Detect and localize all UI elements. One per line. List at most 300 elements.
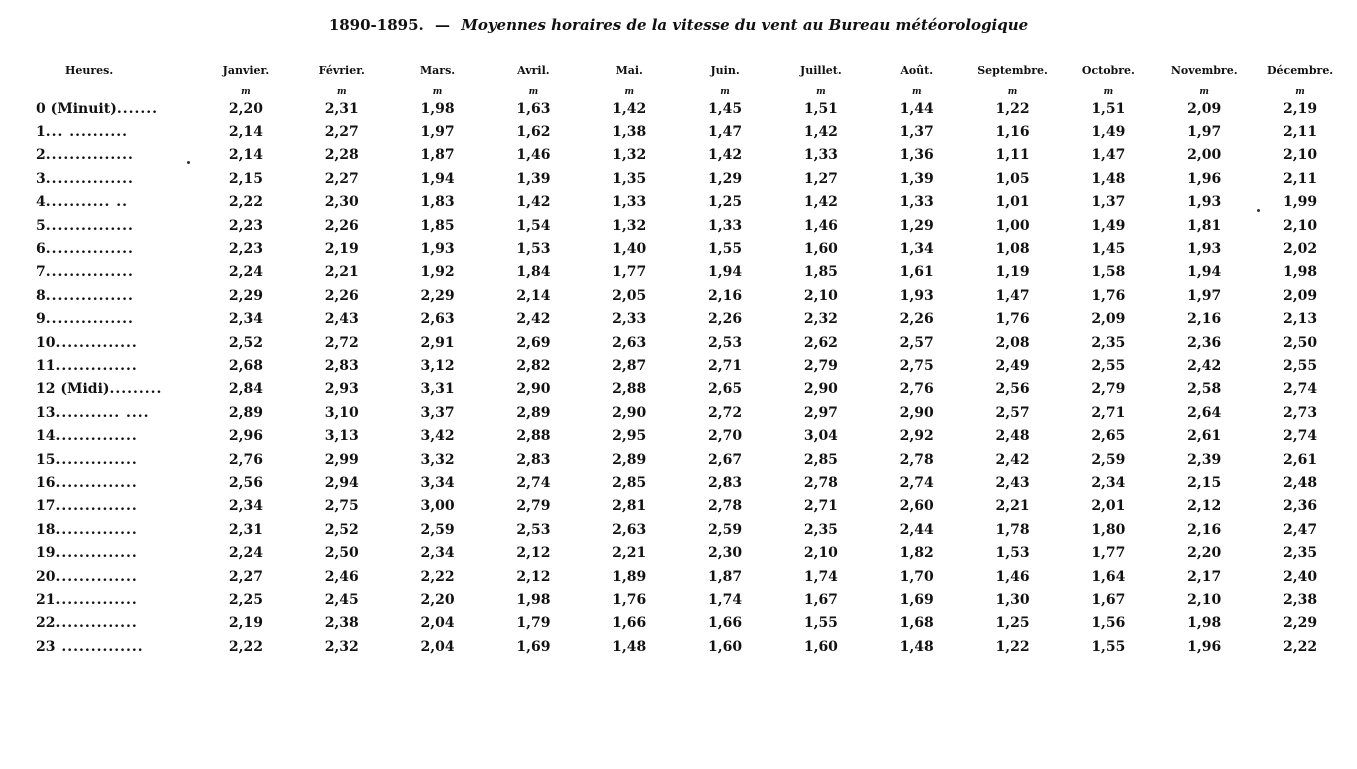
value-cell: 2,76 [899,381,934,398]
hour-cell [36,167,198,190]
unit-label: m [336,87,347,97]
value-cell: 2,34 [420,545,455,562]
value-cell: 2,40 [1283,568,1318,585]
leader-dots: .............. [55,568,138,585]
hour-cell [36,191,198,214]
unit-label: m [911,87,922,97]
value-cell: 2,88 [612,381,647,398]
hour-cell [36,541,198,564]
value-cell: 1,67 [1091,591,1126,608]
value-cell: 2,34 [228,498,263,515]
value-cell: 2,10 [803,545,838,562]
value-cell: 2,45 [324,591,359,608]
value-cell: 2,52 [324,521,359,538]
value-cell: 2,71 [708,357,743,374]
value-cell: 2,90 [899,404,934,421]
hour-label: 18 [36,521,56,538]
value-cell: 1,74 [708,591,743,608]
hour-label: 1 [36,124,46,141]
value-cell: 2,50 [324,545,359,562]
value-cell: 1,39 [516,170,551,187]
hour-label: 20 [36,568,56,585]
value-cell: 1,94 [420,170,455,187]
value-cell: 2,22 [228,638,263,655]
value-cell: 2,49 [995,357,1030,374]
value-cell: 1,08 [995,241,1030,258]
leader-dots: ............... [45,241,134,258]
value-cell: 3,31 [420,381,455,398]
table-row [36,448,1348,471]
value-cell: 1,96 [1187,170,1222,187]
value-cell: 2,59 [708,521,743,538]
value-cell: 2,17 [1187,568,1222,585]
value-cell: 1,42 [803,124,838,141]
value-cell: 2,35 [1091,334,1126,351]
value-cell: 1,32 [612,217,647,234]
leader-dots: ......... [109,381,163,398]
value-cell: 2,31 [228,521,263,538]
value-cell: 1,34 [899,241,934,258]
value-cell: 2,79 [1091,381,1126,398]
hour-label: 13 [36,404,56,421]
value-cell: 3,32 [420,451,455,468]
value-cell: 2,57 [899,334,934,351]
column-header-month: Avril. [517,64,550,77]
table-row [36,401,1348,424]
stray-mark [187,161,190,164]
hour-cell [36,565,198,588]
leader-dots: .............. [55,451,138,468]
value-cell: 1,99 [1283,194,1318,211]
value-cell: 2,43 [995,474,1030,491]
value-cell: 2,30 [708,545,743,562]
value-cell: 1,49 [1091,217,1126,234]
value-cell: 2,30 [324,194,359,211]
value-cell: 1,25 [995,615,1030,632]
hour-cell [36,308,198,331]
hour-label: 3 [36,170,46,187]
table-row [36,284,1348,307]
value-cell: 1,45 [1091,241,1126,258]
value-cell: 1,66 [708,615,743,632]
stray-mark [1257,209,1260,212]
hour-cell [36,424,198,447]
value-cell: 2,20 [228,100,263,117]
value-cell: 2,81 [612,498,647,515]
value-cell: 1,48 [1091,170,1126,187]
hour-label: 0 (Minuit) [36,100,117,117]
value-cell: 2,56 [228,474,263,491]
value-cell: 2,65 [1091,428,1126,445]
unit-label: m [720,87,730,97]
value-cell: 2,29 [228,287,263,304]
table-row [36,214,1348,237]
value-cell: 1,44 [899,100,934,117]
leader-dots: ............... [45,287,134,304]
value-cell: 1,42 [708,147,743,164]
table-title [0,16,1357,34]
hour-label: 16 [36,474,56,491]
hour-cell [36,237,198,260]
value-cell: 2,38 [324,615,359,632]
value-cell: 2,29 [1283,615,1318,632]
value-cell: 2,46 [324,568,359,585]
value-cell: 1,94 [1187,264,1222,281]
table-body [36,88,1348,658]
value-cell: 2,23 [228,241,263,258]
column-header-month: Novembre. [1170,64,1238,77]
value-cell: 1,67 [803,591,838,608]
value-cell: 1,33 [612,194,647,211]
unit-label: m [528,87,539,97]
value-cell: 2,35 [1283,545,1318,562]
value-cell: 2,21 [612,545,647,562]
hour-cell [36,331,198,354]
hour-label: 23 [36,638,56,655]
value-cell: 1,19 [995,264,1030,281]
value-cell: 1,49 [1091,124,1126,141]
leader-dots: .............. [55,428,138,445]
value-cell: 3,00 [420,498,455,515]
value-cell: 1,55 [708,241,743,258]
hour-cell [36,284,198,307]
value-cell: 2,08 [995,334,1030,351]
unit-row [36,88,1348,97]
value-cell: 2,10 [1283,217,1318,234]
value-cell: 2,01 [1091,498,1126,515]
value-cell: 2,19 [1283,100,1318,117]
value-cell: 2,11 [1283,170,1318,187]
header-row [36,64,1348,88]
value-cell: 2,34 [1091,474,1126,491]
leader-dots: .............. [55,474,138,491]
hour-cell [36,120,198,143]
value-cell: 1,70 [899,568,934,585]
value-cell: 2,34 [228,311,263,328]
hour-label: 17 [36,498,56,515]
value-cell: 1,05 [995,170,1030,187]
value-cell: 1,47 [995,287,1030,304]
value-cell: 2,93 [324,381,359,398]
table-row [36,97,1348,120]
value-cell: 2,60 [899,498,934,515]
hour-label: 10 [36,334,56,351]
value-cell: 1,29 [708,170,743,187]
value-cell: 1,36 [899,147,934,164]
value-cell: 2,23 [228,217,263,234]
column-header-month: Octobre. [1081,64,1135,77]
leader-dots: ............... [45,170,134,187]
value-cell: 2,87 [612,357,647,374]
value-cell: 2,63 [612,521,647,538]
table-row [36,565,1348,588]
value-cell: 1,96 [1187,638,1222,655]
value-cell: 2,39 [1187,451,1222,468]
value-cell: 2,21 [324,264,359,281]
unit-label: m [1103,87,1114,97]
value-cell: 2,43 [324,311,359,328]
hour-cell [36,635,198,658]
value-cell: 2,05 [612,287,647,304]
value-cell: 2,27 [324,170,359,187]
value-cell: 2,72 [708,404,743,421]
value-cell: 1,47 [1091,147,1126,164]
hour-cell [36,401,198,424]
value-cell: 2,90 [803,381,838,398]
value-cell: 2,33 [612,311,647,328]
value-cell: 3,34 [420,474,455,491]
hour-cell [36,448,198,471]
value-cell: 2,16 [1187,311,1222,328]
value-cell: 2,28 [324,147,359,164]
value-cell: 2,12 [516,568,551,585]
hour-label: 19 [36,545,56,562]
value-cell: 1,93 [899,287,934,304]
column-header-month: Février. [318,64,365,77]
value-cell: 1,64 [1091,568,1126,585]
column-header-month: Septembre. [977,64,1048,77]
value-cell: 3,04 [803,428,838,445]
value-cell: 2,84 [228,381,263,398]
value-cell: 2,15 [1187,474,1222,491]
value-cell: 1,87 [420,147,455,164]
value-cell: 2,16 [708,287,743,304]
value-cell: 2,99 [324,451,359,468]
value-cell: 1,98 [1283,264,1318,281]
unit-label: m [1007,87,1018,97]
column-header-hour: Heures. [65,64,114,77]
table-row [36,378,1348,401]
value-cell: 1,60 [803,638,838,655]
value-cell: 1,35 [612,170,647,187]
value-cell: 2,11 [1283,124,1318,141]
value-cell: 2,19 [228,615,263,632]
value-cell: 3,12 [420,357,455,374]
hour-label: 8 [36,287,46,304]
value-cell: 2,90 [612,404,647,421]
value-cell: 2,63 [612,334,647,351]
value-cell: 1,85 [803,264,838,281]
value-cell: 1,51 [1091,100,1126,117]
value-cell: 2,97 [803,404,838,421]
value-cell: 2,27 [228,568,263,585]
value-cell: 2,00 [1187,147,1222,164]
value-cell: 2,42 [1187,357,1222,374]
value-cell: 2,14 [228,147,263,164]
table-row [36,518,1348,541]
value-cell: 1,76 [612,591,647,608]
value-cell: 2,24 [228,264,263,281]
title-text: Moyennes horaires de la vitesse du vent au Bureau météorologique [461,16,1029,34]
value-cell: 1,97 [1187,124,1222,141]
table-row [36,495,1348,518]
value-cell: 2,26 [899,311,934,328]
value-cell: 2,78 [899,451,934,468]
hour-cell [36,612,198,635]
table-row [36,588,1348,611]
table-row [36,424,1348,447]
table-row [36,167,1348,190]
value-cell: 2,10 [1187,591,1222,608]
title-dash: — [435,16,450,34]
value-cell: 1,97 [420,124,455,141]
table-row [36,191,1348,214]
table-row [36,261,1348,284]
hour-label: 5 [36,217,46,234]
value-cell: 2,55 [1091,357,1126,374]
value-cell: 1,42 [612,100,647,117]
table-row [36,144,1348,167]
value-cell: 1,45 [708,100,743,117]
value-cell: 1,76 [1091,287,1126,304]
value-cell: 2,48 [995,428,1030,445]
value-cell: 2,89 [228,404,263,421]
value-cell: 1,60 [708,638,743,655]
leader-dots: .............. [55,357,138,374]
value-cell: 2,79 [803,357,838,374]
value-cell: 2,65 [708,381,743,398]
value-cell: 1,48 [612,638,647,655]
table-row [36,471,1348,494]
unit-label: m [241,87,251,97]
value-cell: 3,13 [324,428,359,445]
value-cell: 2,62 [803,334,838,351]
value-cell: 2,14 [228,124,263,141]
value-cell: 1,29 [899,217,934,234]
hour-cell [36,214,198,237]
value-cell: 1,98 [1187,615,1222,632]
value-cell: 3,42 [420,428,455,445]
value-cell: 2,79 [516,498,551,515]
value-cell: 2,42 [516,311,551,328]
value-cell: 2,09 [1091,311,1126,328]
value-cell: 2,22 [1283,638,1318,655]
value-cell: 2,74 [1283,428,1318,445]
value-cell: 2,21 [995,498,1030,515]
value-cell: 1,54 [516,217,551,234]
value-cell: 2,85 [803,451,838,468]
value-cell: 2,61 [1187,428,1222,445]
hour-label: 4 [36,194,46,211]
value-cell: 2,27 [324,124,359,141]
hour-cell [36,354,198,377]
hour-cell [36,144,198,167]
value-cell: 2,63 [420,311,455,328]
value-cell: 1,78 [995,521,1030,538]
value-cell: 1,93 [1187,194,1222,211]
value-cell: 2,68 [228,357,263,374]
value-cell: 1,58 [1091,264,1126,281]
value-cell: 1,33 [899,194,934,211]
value-cell: 2,10 [803,287,838,304]
leader-dots: ....... [116,100,158,117]
value-cell: 1,39 [899,170,934,187]
value-cell: 2,56 [995,381,1030,398]
value-cell: 2,20 [1187,545,1222,562]
value-cell: 1,55 [803,615,838,632]
value-cell: 2,47 [1283,521,1318,538]
value-cell: 1,84 [516,264,551,281]
hour-cell [36,495,198,518]
leader-dots: ............... [45,147,134,164]
value-cell: 2,09 [1187,100,1222,117]
column-header-month: Janvier. [222,64,270,77]
leader-dots: .............. [55,638,144,655]
value-cell: 1,46 [995,568,1030,585]
hour-label: 7 [36,264,46,281]
table-row [36,120,1348,143]
value-cell: 1,74 [803,568,838,585]
value-cell: 1,89 [612,568,647,585]
value-cell: 2,26 [324,287,359,304]
column-header-month: Mars. [420,64,456,77]
unit-spacer [36,88,198,97]
value-cell: 1,46 [803,217,838,234]
hour-label: 22 [36,615,56,632]
value-cell: 2,96 [228,428,263,445]
value-cell: 2,75 [899,357,934,374]
value-cell: 1,00 [995,217,1030,234]
value-cell: 1,53 [995,545,1030,562]
hour-label: 11 [36,357,56,374]
value-cell: 2,78 [803,474,838,491]
value-cell: 2,04 [420,638,455,655]
unit-label: m [432,87,443,97]
value-cell: 2,74 [899,474,934,491]
column-header-month: Juin. [710,64,740,77]
value-cell: 2,69 [516,334,551,351]
table-row [36,635,1348,658]
value-cell: 2,89 [516,404,551,421]
value-cell: 2,04 [420,615,455,632]
leader-dots: .............. [55,521,138,538]
value-cell: 1,48 [899,638,934,655]
table-row [36,541,1348,564]
value-cell: 2,72 [324,334,359,351]
value-cell: 2,59 [1091,451,1126,468]
value-cell: 2,95 [612,428,647,445]
value-cell: 1,69 [516,638,551,655]
value-cell: 2,32 [803,311,838,328]
value-cell: 2,16 [1187,521,1222,538]
hour-cell [36,471,198,494]
value-cell: 2,52 [228,334,263,351]
table-row [36,308,1348,331]
hour-cell [36,261,198,284]
value-cell: 2,61 [1283,451,1318,468]
hour-label: 12 (Midi) [36,381,110,398]
value-cell: 2,89 [612,451,647,468]
value-cell: 2,57 [995,404,1030,421]
value-cell: 1,37 [899,124,934,141]
value-cell: 2,26 [324,217,359,234]
value-cell: 2,22 [420,568,455,585]
leader-dots: ........... .. [45,194,128,211]
value-cell: 1,55 [1091,638,1126,655]
hour-label: 14 [36,428,56,445]
value-cell: 1,63 [516,100,551,117]
value-cell: 1,25 [708,194,743,211]
value-cell: 2,12 [1187,498,1222,515]
value-cell: 1,82 [899,545,934,562]
value-cell: 2,26 [708,311,743,328]
value-cell: 2,29 [420,287,455,304]
hour-cell [36,97,198,120]
value-cell: 1,66 [612,615,647,632]
value-cell: 1,37 [1091,194,1126,211]
table-row [36,237,1348,260]
value-cell: 2,44 [899,521,934,538]
